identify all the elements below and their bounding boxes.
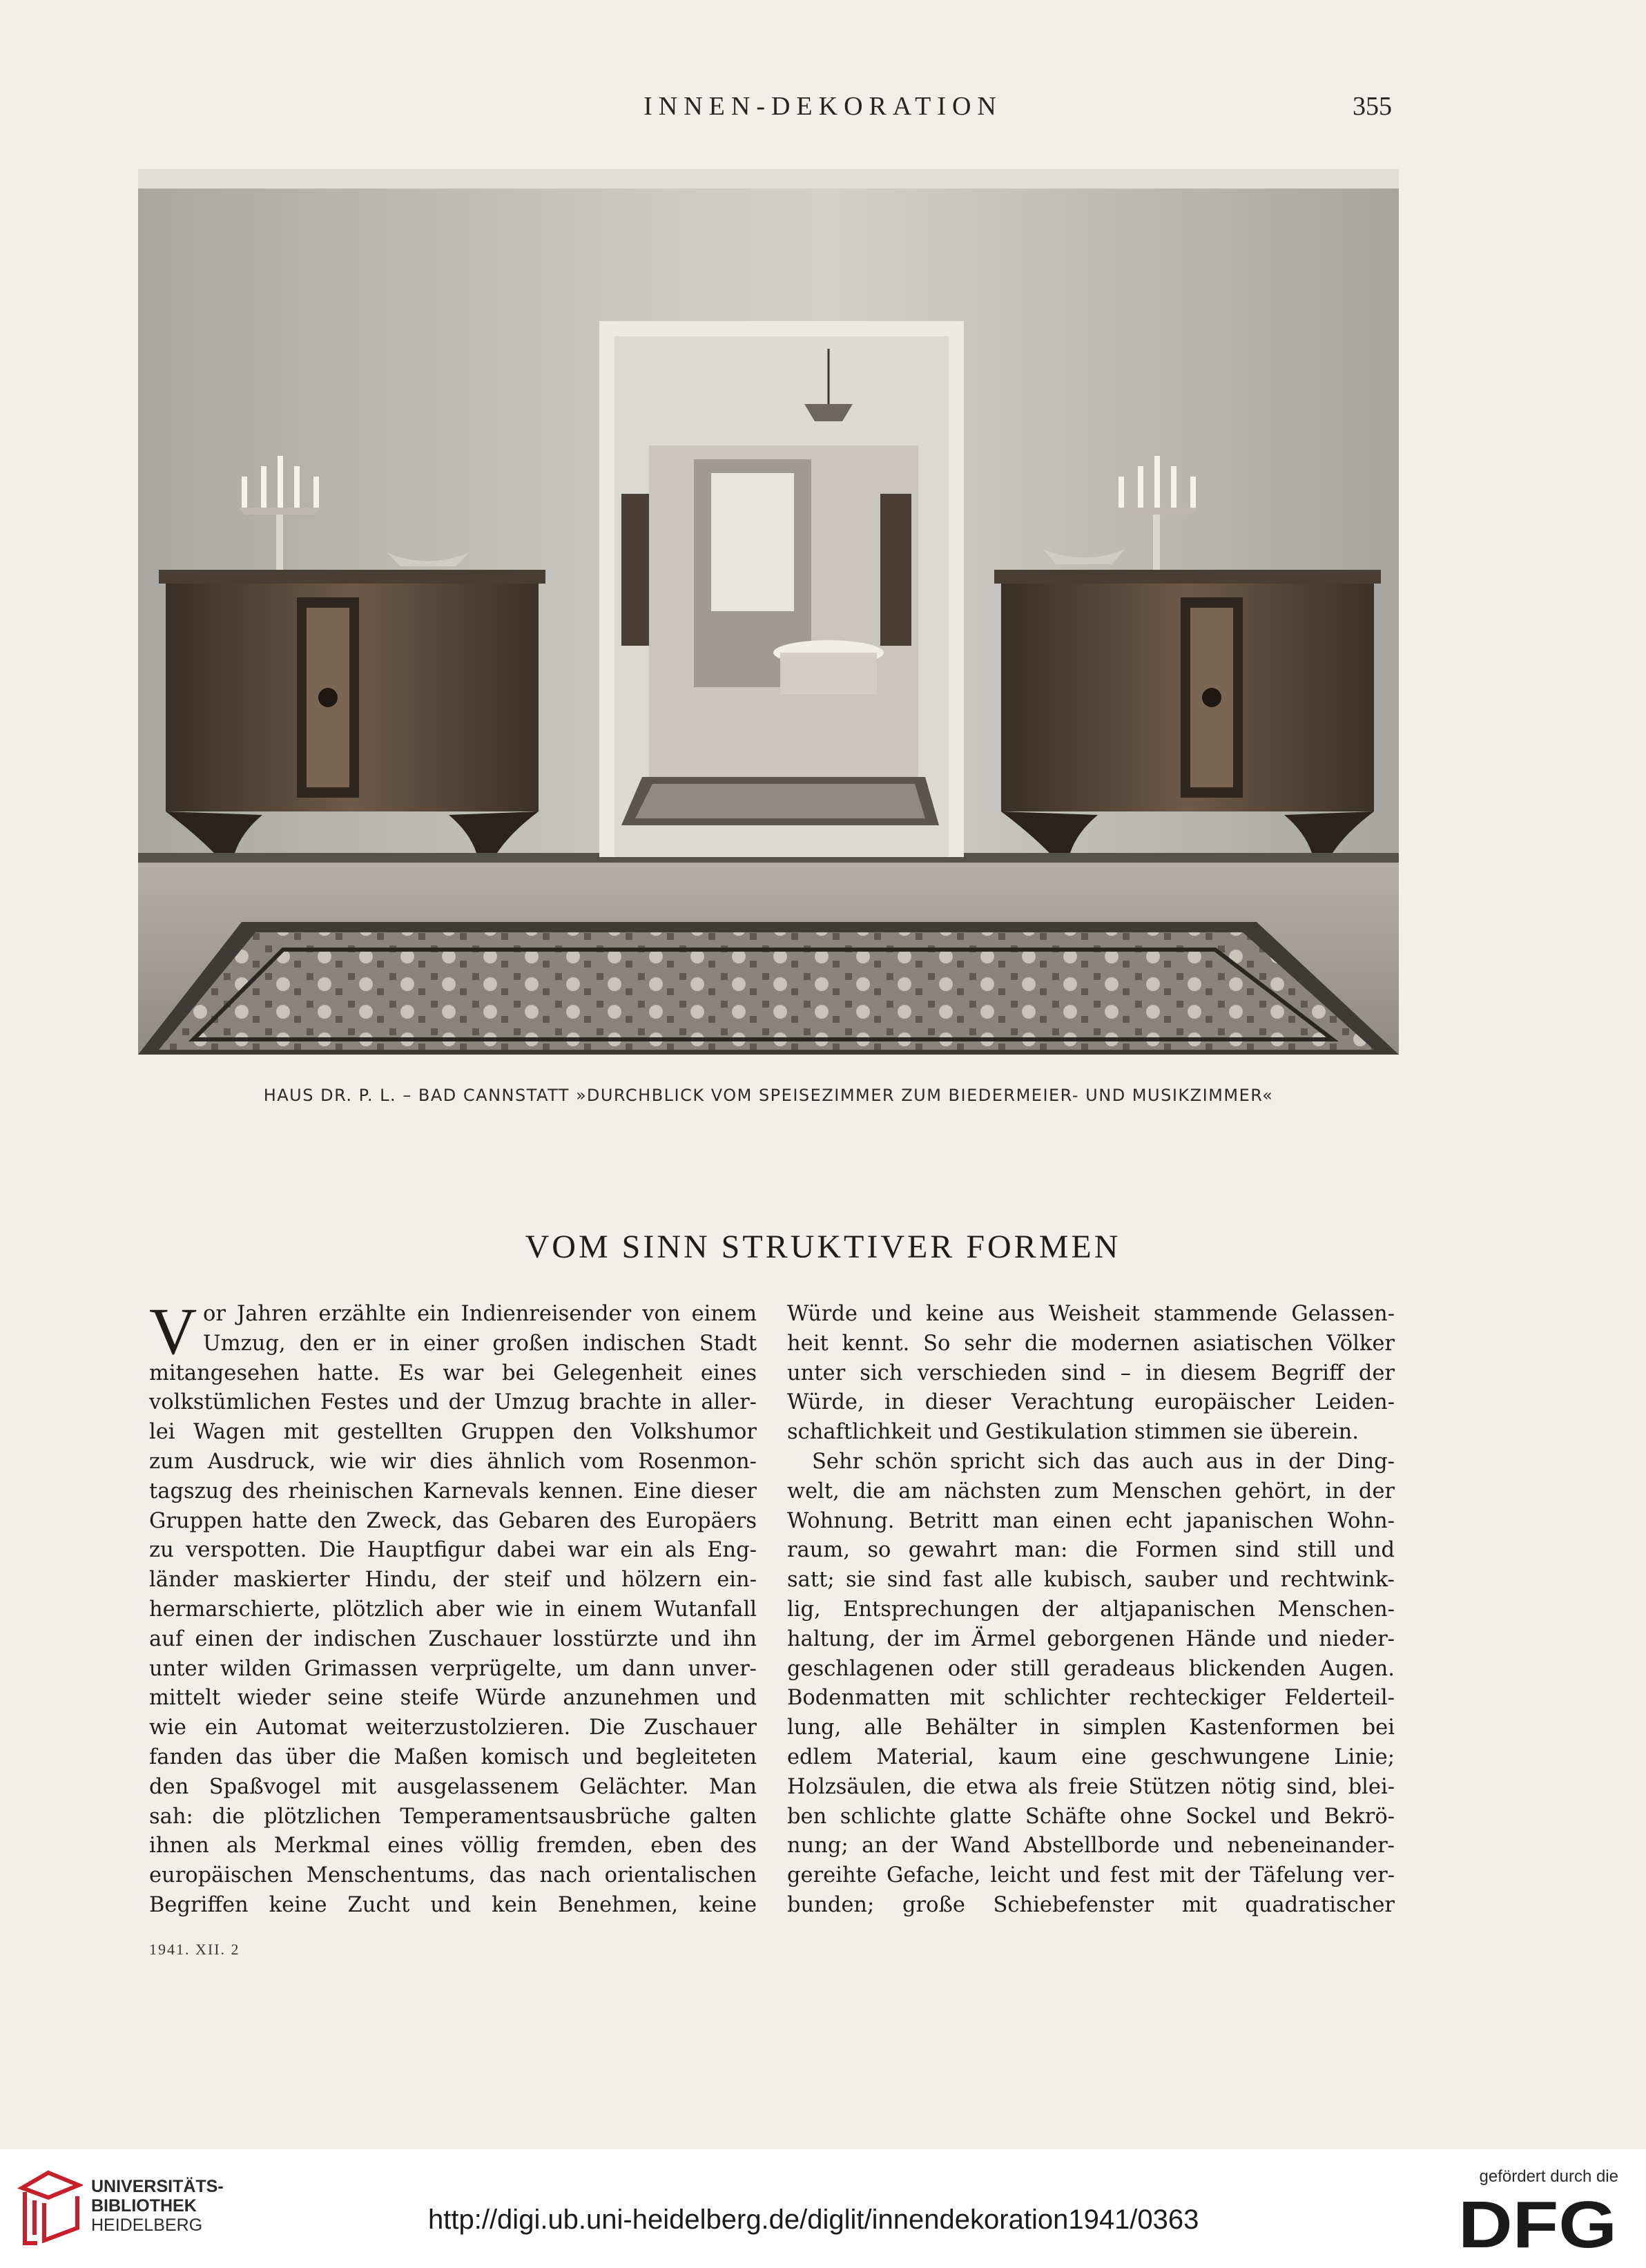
running-title: INNEN-DEKORATION [643,92,1003,121]
text-line: Wohnung. Betritt man einen echt japanischen Wohn- [787,1508,1395,1533]
text-line: lung, alle Behälter in simplen Kastenformen bei [787,1716,1395,1740]
library-name-line: UNIVERSITÄTS- [91,2177,224,2196]
text-line: bunden; große Schiebefenster mit quadratischer [787,1892,1395,1917]
text-line: länder maskierter Hindu, der steif und hölzern ein- [149,1568,757,1593]
text-line: edlem Material, kaum eine geschwungene Linie; [787,1745,1395,1769]
text-line: Begriffen keine Zucht und kein Benehmen, keine [149,1892,757,1917]
text-line: Würde, in dieser Verachtung europäischer Leiden- [787,1390,1395,1415]
text-line: mittelt wieder seine steife Würde anzunehmen und [149,1686,757,1711]
text-line: ben schlichte glatte Schäfte ohne Sockel und Bekrö- [787,1804,1395,1829]
text-line: nung; an der Wand Abstellborde und nebeneinander- [787,1834,1395,1858]
interior-photo [138,169,1399,1055]
text-line: heit kennt. So sehr die modernen asiatischen Völker [787,1331,1395,1356]
library-name-line: HEIDELBERG [91,2216,203,2235]
text-line: lig, Entsprechungen der altjapanischen Menschen- [787,1597,1395,1622]
text-line: fanden das über die Maßen komisch und begleiteten [149,1745,757,1769]
text-line: unter wilden Grimassen verprügelte, um dann unver- [149,1656,757,1681]
library-name [91,2177,224,2235]
text-line: zum Ausdruck, wie wir dies ähnlich vom Rosenmon- [149,1449,757,1474]
article-title: VOM SINN STRUKTIVER FORMEN [525,1229,1121,1265]
text-line: auf einen der indischen Zuschauer losstürzte und ihn [149,1626,757,1651]
text-line: schaftlichkeit und Gestikulation stimmen sie überein. [787,1420,1359,1445]
interior-photo-graphic [138,169,1399,1055]
text-line: den Spaßvogel mit ausgelassenem Gelächter. Man [149,1774,757,1799]
permalink-url[interactable]: http://digi.ub.uni-heidelberg.de/diglit/innendekoration1941/0363 [428,2204,1199,2235]
university-library-logo-icon [17,2169,83,2250]
text-line: tagszug des rheinischen Karnevals kennen. Eine dieser [149,1479,757,1503]
text-line: zu verspotten. Die Hauptfigur dabei war ein als Eng- [149,1538,757,1563]
text-line: europäischen Menschentums, das nach orientalischen [149,1863,757,1888]
right-column [787,1300,1395,1921]
print-signature: 1941. XII. 2 [149,1941,240,1958]
page-number: 355 [1353,92,1392,121]
digitization-footer [0,2149,1646,2268]
text-line: haltung, der im Ärmel geborgenen Hände und nieder- [787,1626,1395,1651]
text-line: or Jahren erzählte ein Indienreisender von einem [203,1302,757,1326]
text-line: Sehr schön spricht sich das auch aus in der Ding- [812,1449,1395,1474]
library-name-line: BIBLIOTHEK [91,2196,197,2216]
text-line: volkstümlichen Festes und der Umzug brachte in aller- [149,1390,757,1415]
text-line: Holzsäulen, die etwa als freie Stützen nötig sind, blei- [787,1774,1395,1799]
text-line: mitangesehen hatte. Es war bei Gelegenheit eines [149,1361,757,1385]
text-line: Bodenmatten mit schlichter rechteckiger Felderteil- [787,1686,1395,1711]
text-line: raum, so gewahrt man: die Formen sind still und [787,1538,1395,1563]
text-line: unter sich verschieden sind – in diesem Begriff der [787,1361,1395,1385]
text-line: Würde und keine aus Weisheit stammende Gelassen- [787,1302,1395,1326]
text-line: hermarschierte, plötzlich aber wie in einem Wutanfall [149,1597,757,1622]
text-line: Gruppen hatte den Zweck, das Gebaren des Europäers [149,1508,757,1533]
text-line: welt, die am nächsten zum Menschen gehört, in der [787,1479,1395,1503]
dfg-logo-text: DFG [1458,2193,1617,2253]
text-line: ihnen als Merkmal eines völlig fremden, eben des [149,1834,757,1858]
text-line: lei Wagen mit gestellten Gruppen den Volkshumor [149,1420,757,1445]
drop-cap: V [149,1294,197,1368]
text-line: gereihte Gefache, leicht und fest mit der Täfelung ver- [787,1863,1395,1888]
figure-caption: HAUS DR. P. L. – BAD CANNSTATT »DURCHBLICK VOM SPEISEZIMMER ZUM BIEDERMEIER- UND MUSIKZIMMER« [263,1086,1274,1105]
left-column [149,1294,757,1921]
dfg-logo-icon [1458,2193,1618,2253]
text-line: satt; sie sind fast alle kubisch, sauber und rechtwink- [787,1568,1395,1593]
text-line: sah: die plötzlichen Temperamentsausbrüche galten [149,1804,757,1829]
text-line: Umzug, den er in einer großen indischen Stadt [203,1331,757,1356]
text-line: wie ein Automat weiterzustolzieren. Die Zuschauer [149,1716,757,1740]
funded-by-label: gefördert durch die [1479,2167,1618,2186]
text-line: geschlagenen oder still geradeaus blickenden Augen. [787,1656,1395,1681]
